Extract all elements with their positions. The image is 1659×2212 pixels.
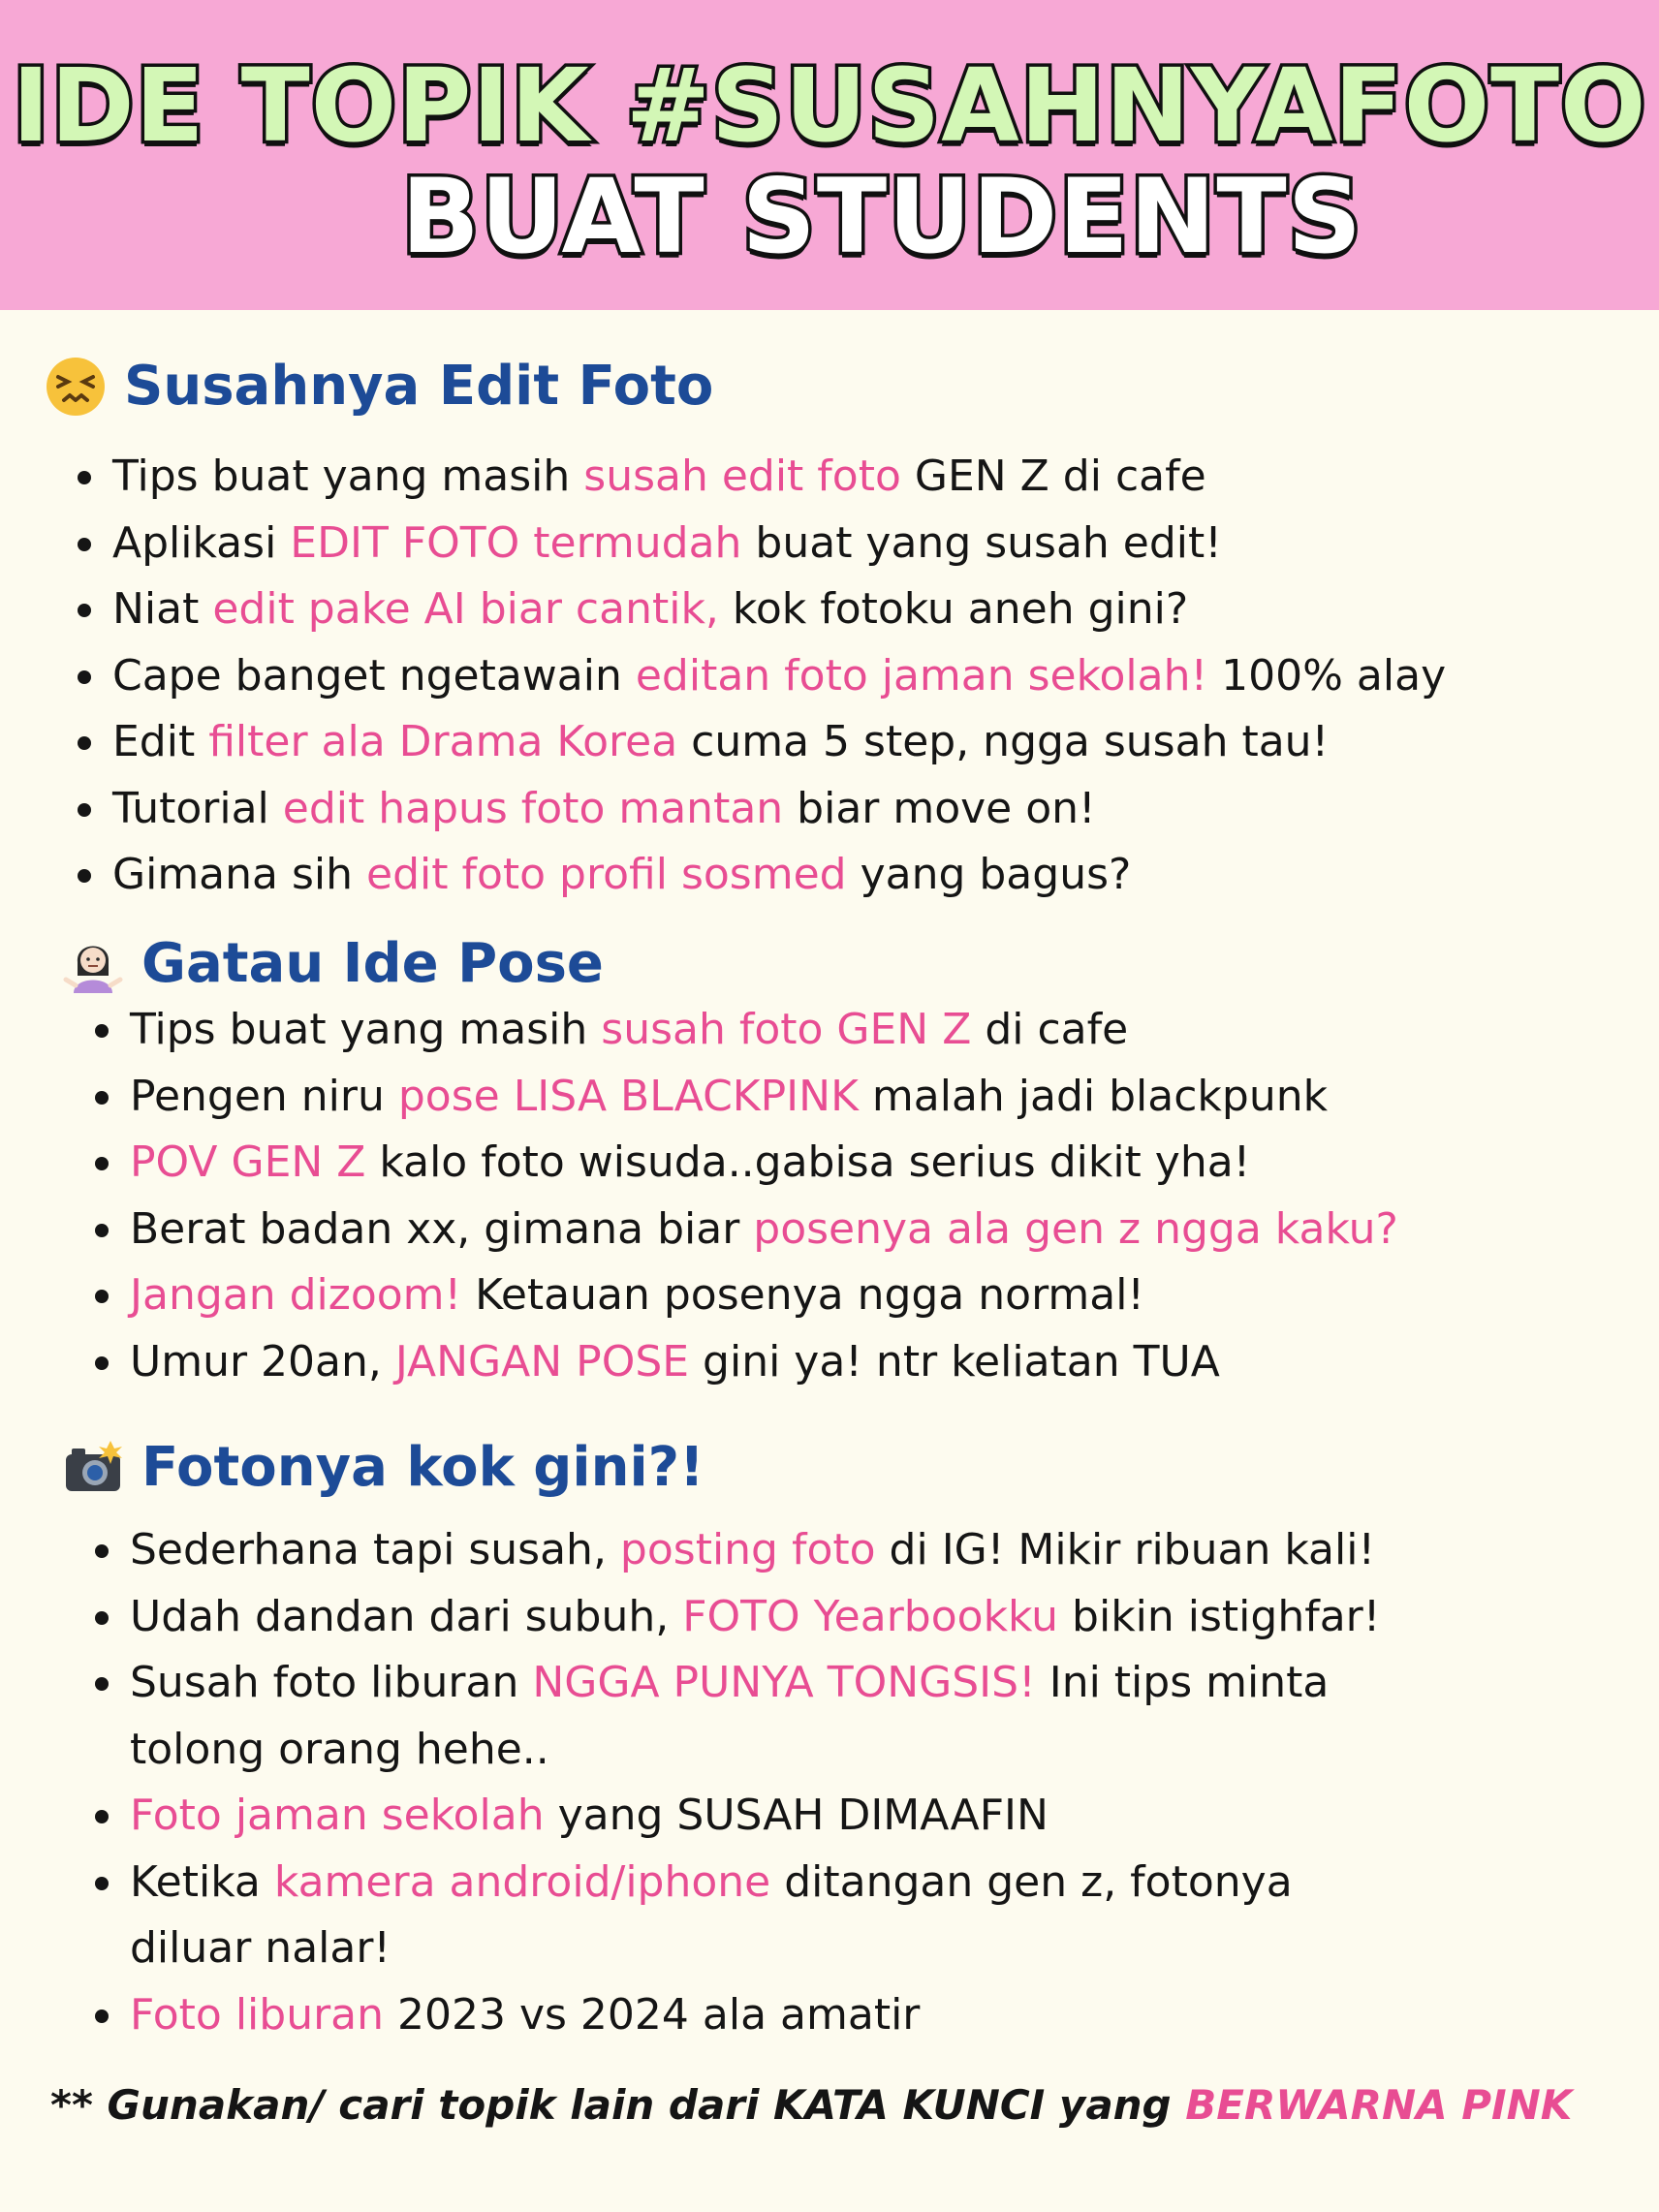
list-item: Pengen niru pose LISA BLACKPINK malah jadi blackpunk bbox=[91, 1064, 1398, 1131]
list-item: Udah dandan dari subuh, FOTO Yearbookku bikin istighfar! bbox=[91, 1584, 1380, 1651]
list-item: Aplikasi EDIT FOTO termudah buat yang susah edit! bbox=[74, 511, 1446, 577]
camera-flash-icon bbox=[62, 1437, 124, 1499]
list-item: Susah foto liburan NGGA PUNYA TONGSIS! Ini tips minta tolong orang hehe.. bbox=[91, 1650, 1380, 1783]
footer-note bbox=[50, 2081, 1572, 2129]
title-line-2: BUAT STUDENTS bbox=[400, 157, 1363, 276]
list-item: Cape banget ngetawain editan foto jaman sekolah! 100% alay bbox=[74, 643, 1446, 710]
footer-pink-text: BERWARNA PINK bbox=[1185, 2081, 1573, 2129]
item-list bbox=[91, 997, 1398, 1395]
list-item: Berat badan xx, gimana biar posenya ala gen z ngga kaku? bbox=[91, 1197, 1398, 1263]
section-title: Gatau Ide Pose bbox=[141, 932, 604, 995]
list-item: Umur 20an, JANGAN POSE gini ya! ntr keliatan TUA bbox=[91, 1329, 1398, 1396]
title-line-1: IDE TOPIK #SUSAHNYAFOTO bbox=[12, 47, 1647, 165]
item-list bbox=[91, 1517, 1380, 2048]
list-item: Tips buat yang masih susah edit foto GEN Z di cafe bbox=[74, 444, 1446, 511]
list-item: POV GEN Z kalo foto wisuda..gabisa serius dikit yha! bbox=[91, 1130, 1398, 1197]
list-item: Foto liburan 2023 vs 2024 ala amatir bbox=[91, 1982, 1380, 2049]
shrugging-woman-icon bbox=[62, 933, 124, 995]
item-list bbox=[74, 444, 1446, 909]
list-item: Tutorial edit hapus foto mantan biar move on! bbox=[74, 776, 1446, 843]
section-heading bbox=[62, 932, 604, 995]
list-item: Gimana sih edit foto profil sosmed yang bagus? bbox=[74, 842, 1446, 909]
section-heading bbox=[62, 1436, 704, 1499]
list-item: Edit filter ala Drama Korea cuma 5 step, ngga susah tau! bbox=[74, 709, 1446, 776]
list-item: Jangan dizoom! Ketauan posenya ngga normal! bbox=[91, 1262, 1398, 1329]
section-heading bbox=[45, 355, 713, 418]
confounded-face-icon bbox=[45, 356, 107, 418]
footer-text: ** Gunakan/ cari topik lain dari KATA KUNCI yang bbox=[50, 2081, 1186, 2129]
list-item: Niat edit pake AI biar cantik, kok fotoku aneh gini? bbox=[74, 576, 1446, 643]
header-banner bbox=[0, 0, 1659, 310]
list-item: Ketika kamera android/iphone ditangan gen z, fotonya diluar nalar! bbox=[91, 1850, 1380, 1982]
list-item: Tips buat yang masih susah foto GEN Z di cafe bbox=[91, 997, 1398, 1064]
list-item: Foto jaman sekolah yang SUSAH DIMAAFIN bbox=[91, 1783, 1380, 1850]
list-item: Sederhana tapi susah, posting foto di IG! Mikir ribuan kali! bbox=[91, 1517, 1380, 1584]
section-title: Fotonya kok gini?! bbox=[141, 1436, 704, 1499]
section-title: Susahnya Edit Foto bbox=[124, 355, 714, 418]
